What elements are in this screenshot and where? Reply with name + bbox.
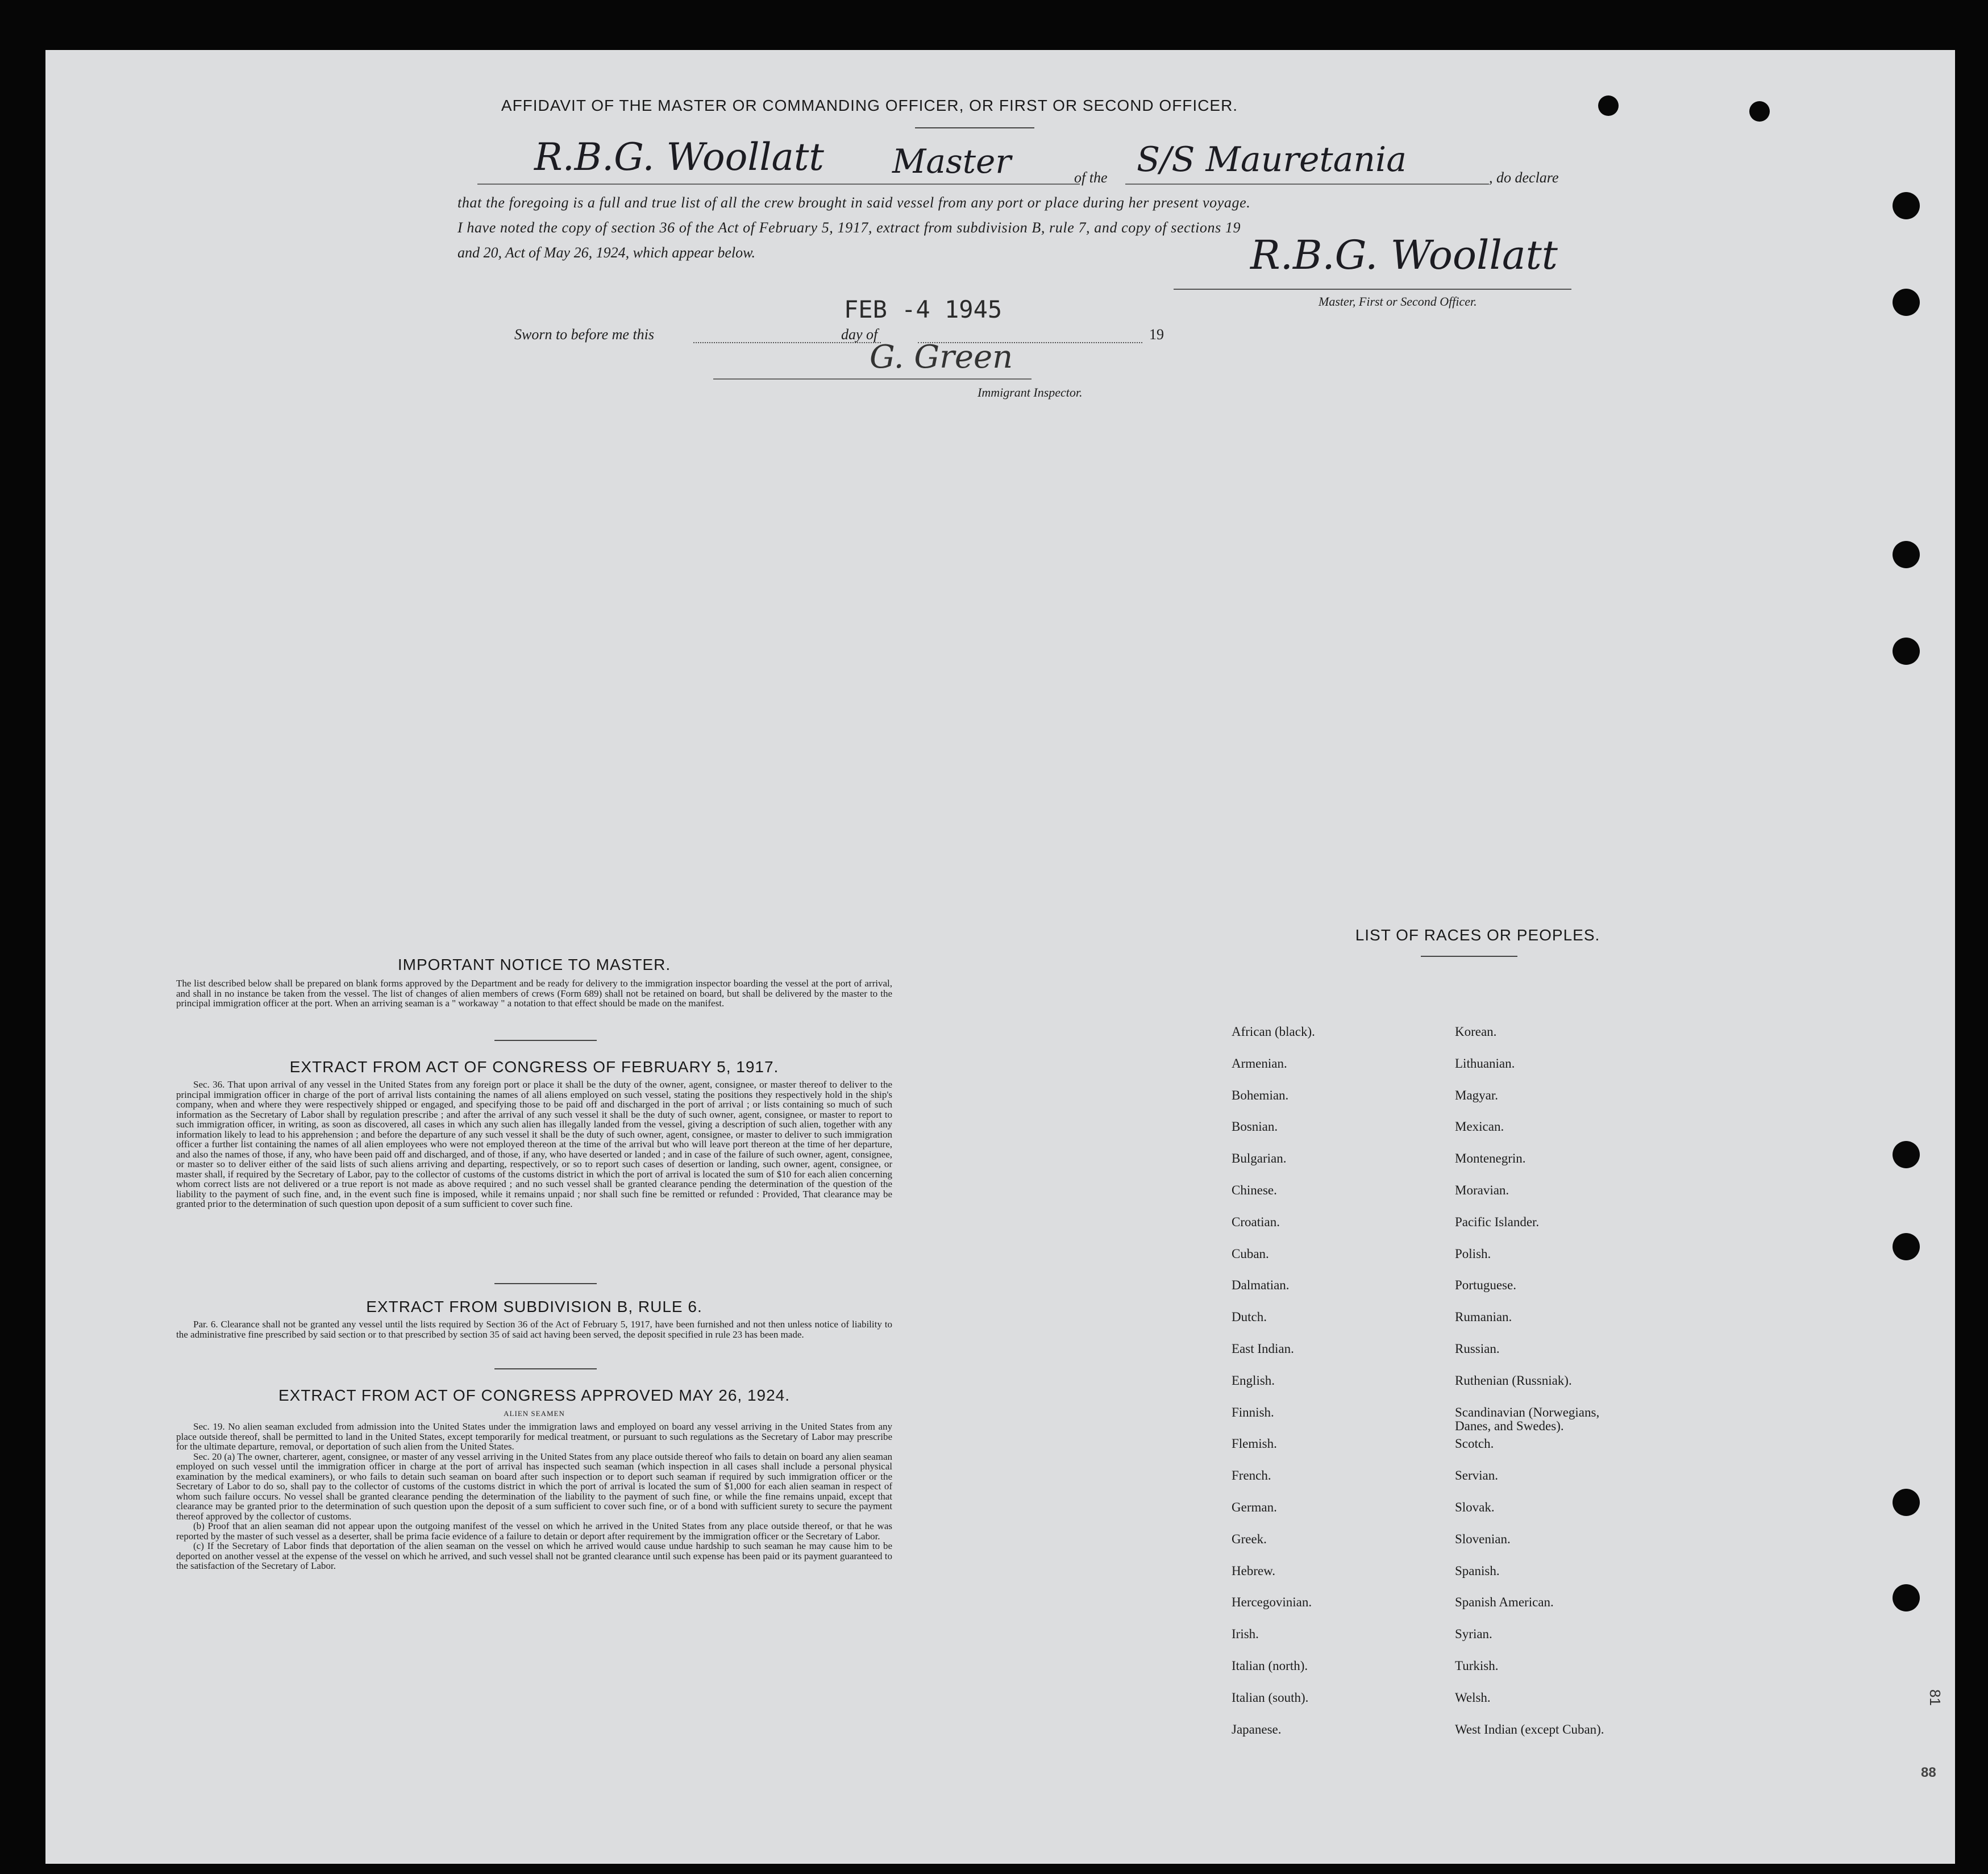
handwritten-rank: Master [892,142,1012,181]
race-item: Italian (north). [1232,1659,1308,1673]
sec-20b-paragraph: (b) Proof that an alien seaman did not appear upon the outgoing manifest of the vessel on which he arrived in the United States from any place outside thereof, or that he was reported by the master of such vessel as a deserter, shall be prima facie evidence of a failure to detain or deport after requirement by the immigration officer or the Secretary of Labor. [176,1521,892,1542]
extract-1917-divider [494,1283,597,1284]
extract-1924-subtitle: ALIEN SEAMEN [504,1409,565,1418]
race-item: Korean. [1455,1025,1497,1039]
race-item: Greek. [1232,1531,1267,1546]
race-item: Syrian. [1455,1627,1492,1642]
extract-1924-title: EXTRACT FROM ACT OF CONGRESS APPROVED MAY 26, 1924. [278,1386,791,1404]
vessel-blank-line [1125,184,1489,185]
race-item: Japanese. [1232,1722,1282,1736]
race-item: Welsh. [1455,1690,1491,1705]
race-item: Slovak. [1455,1500,1495,1514]
year-prefix: 19 [1149,326,1164,343]
declaration-line-2: I have noted the copy of section 36 of the Act of February 5, 1917, extract from subdivision B, rule 7, and copy of sections 19 [458,219,1241,236]
binder-hole [1893,1233,1920,1260]
race-item: African (black). [1232,1025,1315,1039]
race-item: German. [1232,1500,1277,1514]
of-the-label: of the [1074,169,1108,186]
signature-line [1174,289,1571,290]
handwritten-master-name: R.B.G. Woollatt [534,135,824,179]
race-item: Slovenian. [1455,1531,1511,1546]
extract-1917-title: EXTRACT FROM ACT OF CONGRESS OF FEBRUARY 5, 1917. [289,1058,779,1076]
binder-hole [1893,541,1920,568]
race-item: Ruthenian (Russniak). [1455,1373,1572,1388]
race-item: Servian. [1455,1468,1499,1483]
signature-caption: Master, First or Second Officer. [1319,294,1477,309]
date-stamp: FEB -4 1945 [844,295,1003,323]
binder-hole [1598,95,1619,116]
race-item: Lithuanian. [1455,1056,1515,1071]
race-item: Magyar. [1455,1088,1499,1102]
inspector-signature: G. Green [870,339,1013,376]
extract-rule6-paragraph: Par. 6. Clearance shall not be granted any vessel until the lists required by Section 36 of the Act of February 5, 1917, have been furnished and not then unless notice of liability to the administrative fine prescribed by said section or to that prescribed by section 35 of said act having been served, the deposit specified in rule 23 has been made. [176,1319,892,1340]
binder-hole [1893,289,1920,316]
race-item: Moravian. [1455,1183,1509,1197]
master-signature: R.B.G. Woollatt [1250,232,1558,278]
race-item: Flemish. [1232,1436,1277,1451]
races-divider [1421,956,1517,957]
sworn-label: Sworn to before me this [514,326,655,343]
sec-19-paragraph: Sec. 19. No alien seaman excluded from admission into the United States under the immigration laws and employed on board any vessel arriving in the United States from any place outside thereof, shall be permitted to land in the United States, except temporarily for medical treatment, or pursuant to such regulations as the Secretary of Labor may prescribe for the ultimate departure, removal, or deportation of such alien from the United States. [176,1421,892,1452]
binder-hole [1893,1489,1920,1516]
declaration-line-1: that the foregoing is a full and true list of all the crew brought in said vessel from any port or place during her present voyage. [458,194,1251,211]
declaration-line-3: and 20, Act of May 26, 1924, which appear below. [458,244,756,261]
races-title: LIST OF RACES OR PEOPLES. [1355,926,1600,944]
race-item: Rumanian. [1455,1310,1512,1325]
binder-hole [1749,101,1770,122]
race-item: English. [1232,1373,1275,1388]
race-item: Pacific Islander. [1455,1214,1540,1229]
race-item: Polish. [1455,1246,1491,1261]
race-item: French. [1232,1468,1271,1483]
day-of-label: day of [841,326,878,343]
race-item: Scotch. [1455,1436,1494,1451]
title-underline [915,127,1034,128]
sec-20c-paragraph: (c) If the Secretary of Labor finds that deportation of the alien seaman on the vessel on which he arrived would cause undue hardship to such seaman he may cause him to be deported on another vessel at the expense of the vessel on which he arrived, and such vessel shall not be granted clearance until such expense has been paid or its payment guaranteed to the satisfaction of the Secretary of Labor. [176,1540,892,1571]
notice-divider [494,1040,597,1041]
race-item: Montenegrin. [1455,1151,1526,1166]
binder-hole [1893,638,1920,665]
race-item: West Indian (except Cuban). [1455,1722,1604,1736]
race-item: Cuban. [1232,1246,1269,1261]
race-item: Russian. [1455,1342,1500,1356]
race-item: Croatian. [1232,1214,1280,1229]
race-item: Spanish. [1455,1563,1500,1578]
extract-rule6-divider [494,1368,597,1369]
race-item: Bosnian. [1232,1119,1278,1134]
document-page [45,50,1955,1864]
extract-rule6-title: EXTRACT FROM SUBDIVISION B, RULE 6. [366,1298,702,1315]
race-item: Chinese. [1232,1183,1277,1197]
inspector-caption: Immigrant Inspector. [978,385,1083,399]
binder-hole [1893,192,1920,219]
race-item: Armenian. [1232,1056,1287,1071]
race-item: Dalmatian. [1232,1278,1290,1293]
corner-mark: 88 [1921,1765,1936,1780]
inspector-line [713,378,1032,380]
race-item: East Indian. [1232,1342,1294,1356]
race-item: Italian (south). [1232,1690,1309,1705]
race-item: Scandinavian (Norwegians, Danes, and Swedes). [1455,1405,1600,1433]
extract-1917-paragraph: Sec. 36. That upon arrival of any vessel in the United States from any foreign port or place it shall be the duty of the owner, agent, consignee, or master thereof to deliver to the principal immigration officer in charge of the port of arrival lists containing the names of all aliens employed on such vessel, stating the positions they respectively hold in the ship's company, when and where they were respectively shipped or engaged, and specifying those to be paid off and discharged in the port of arrival ; or lists containing so much of such information as the Secretary of Labor shall by regulation prescribe ; and after the arrival of any such vessel it shall be the duty of such owner, agent, consignee, or master to report to such immigration officer, in writing, as soon as discovered, all cases in which any such alien has illegally landed from the vessel, giving a description of such alien, together with any information likely to lead to his apprehension ; and before the departure of any such vessel it shall be the duty of such owner, agent, consignee, or master to deliver to such immigration officer a further list containing the names of all alien employees who were not employed thereon at the time of the arrival but who will leave port thereon at the time of her departure, and also the names of those, if any, who have been paid off and discharged, and of those, if any, who have deserted or landed ; and in case of the failure of such owner, agent, consignee, or master so to deliver either of the said lists of such aliens arriving and departing, respectively, or so to report such cases of desertion or landing, such owner, agent, consignee, or master shall, if required by the Secretary of Labor, pay to the collector of customs of the customs district in which the port of arrival is located the sum of $10 for each alien concerning whom correct lists are not delivered or a true report is not made as above required ; and no such vessel shall be granted clearance pending the determination of the question of the liability to the payment of such fine, and, in the event such fine is imposed, while it remains unpaid ; nor shall such fine be remitted or refunded : Provided, That clearance may be granted prior to the determination of such question upon deposit of a sum sufficient to cover such fine. [176,1079,892,1209]
race-item: Irish. [1232,1627,1259,1642]
race-item: Spanish American. [1455,1595,1554,1610]
race-item: Mexican. [1455,1119,1504,1134]
race-item: Turkish. [1455,1659,1499,1673]
extract-rule6-text [176,1319,892,1339]
race-item: Hercegovinian. [1232,1595,1312,1610]
binder-hole [1893,1141,1920,1168]
notice-text: The list described below shall be prepared on blank forms approved by the Department and be ready for delivery to the immigration inspector boarding the vessel at the port of arrival, and shall in no instance be taken from the vessel. The list of changes of alien members of crews (Form 689) shall not be retained on board, but shall be delivered by the master to the principal immigration officer at the port. When an arriving seaman is a " workaway " a notation to that effect should be made on the manifest. [176,978,892,1009]
affidavit-title: AFFIDAVIT OF THE MASTER OR COMMANDING OFFICER, OR FIRST OR SECOND OFFICER. [501,97,1238,114]
race-item: Hebrew. [1232,1563,1276,1578]
extract-1924-text [176,1422,892,1571]
race-item: Dutch. [1232,1310,1267,1325]
race-item: Finnish. [1232,1405,1274,1419]
binder-hole [1893,1584,1920,1611]
race-item: Bulgarian. [1232,1151,1287,1166]
sec-20a-paragraph: Sec. 20 (a) The owner, charterer, agent, consignee, or master of any vessel arriving in the United States from any place outside thereof who fails to detain on board any alien seaman employed on such vessel until the immigration officer in charge at the port of arrival has inspected such seaman (which inspection in all cases shall include a personal physical examination by the medical examiners), or who fails to detain such seaman on board after such inspection or to deport such seaman if required by such immigration officer or the Secretary of Labor to do so, shall pay to the collector of customs of the customs district in which the port of arrival is located the sum of $1,000 for each alien seaman in respect of whom such failure occurs. No vessel shall be granted clearance pending the determination of the liability to the payment of such fine, or while the fine remains unpaid, except that clearance may be granted prior to the determination of such question upon the deposit of a sum sufficient to cover such fine, or of a bond with sufficient surety to secure the payment thereof approved by the collector of customs. [176,1451,892,1522]
extract-1917-text [176,1080,892,1209]
side-mark: 81 [1926,1689,1944,1706]
notice-title: IMPORTANT NOTICE TO MASTER. [397,956,671,973]
race-item: Bohemian. [1232,1088,1289,1102]
handwritten-vessel-name: S/S Mauretania [1137,140,1407,180]
do-declare-label: , do declare [1489,169,1559,186]
race-item: Portuguese. [1455,1278,1516,1293]
name-blank-line [477,184,1080,185]
